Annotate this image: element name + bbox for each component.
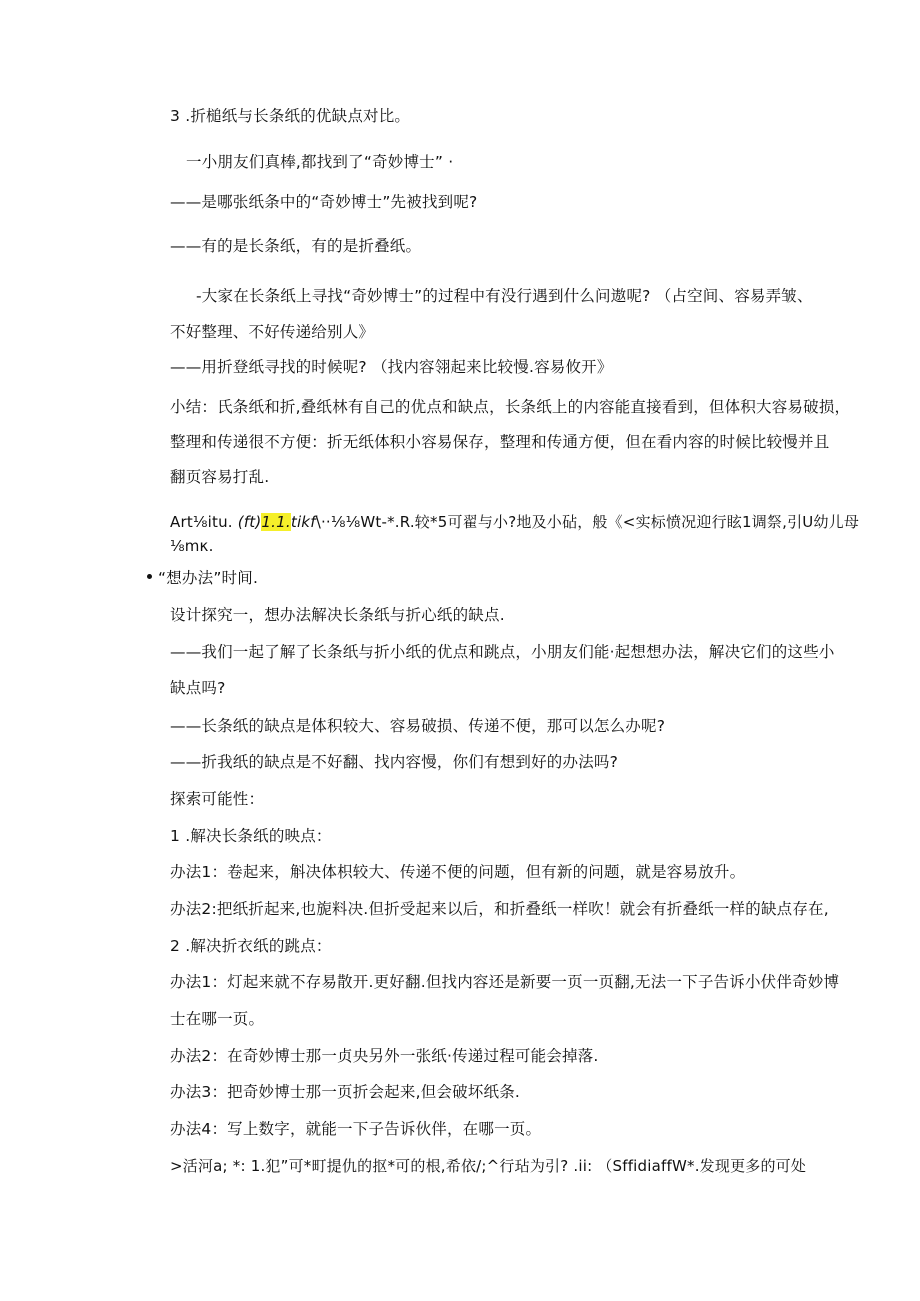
subheading-2: 2 .解决折衣纸的跳点： xyxy=(170,937,332,955)
method-line: 办法1：卷起来，斛决体枳较大、传递不便的问题，但有新的问题，就是容易放升。 xyxy=(170,863,746,881)
method-line: 办法2：在奇妙博士那一贞央另外一张纸·传递过程可能会掉落. xyxy=(170,1047,599,1065)
method-line: 办法4：写上数字，就能一下子告诉伙伴，在哪一页。 xyxy=(170,1120,542,1138)
paragraph-line: ——我们一起了解了长条纸与折小纸的优点和跳点，小朋友们能·起想想办法，解决它们的这些小 xyxy=(170,643,835,661)
ocr-fragment: \··⅛⅛Wt-*.R.较*5可翟与小?地及小砧，般《<实标愤况迎行眩1调祭,引U幼儿母 xyxy=(315,513,860,531)
subheading-1: 1 .解决长条纸的映点： xyxy=(170,827,332,845)
ocr-mixed-line-3: >活河a; *: 1.犯”可*町提仇的抠*可的根,希依/;^行玷为引? .ii: （SffidiaffW*.发现更多的可处 xyxy=(170,1157,807,1175)
paragraph-line: ——折我纸的缺点是不好翻、找内容慢，你们有想到好的办法吗? xyxy=(170,753,619,771)
highlighted-text: 1.1. xyxy=(261,513,291,531)
bullet-heading: “想办法”时间. xyxy=(158,569,259,587)
bullet-item xyxy=(147,568,258,588)
paragraph-line: 一小朋友们真棒,都找到了“奇妙博士” · xyxy=(186,153,454,171)
bullet-icon xyxy=(147,574,152,579)
paragraph-line: 设计探究一，想办法解决长条纸与折心纸的缺点. xyxy=(170,606,505,624)
section-heading-3: 3 .折槌纸与长条纸的优缺点对比。 xyxy=(170,107,411,125)
summary-line: 小结：氏条纸和折,叠纸林有自己的优点和缺点，长条纸上的内容能直接看到，但体积大容易破损， xyxy=(170,398,851,416)
paragraph-line: ——是哪张纸条中的“奇妙博士”先被找到呢? xyxy=(170,193,478,211)
paragraph-line: ——用折登纸寻找的时候呢? （找内容翎起来比较慢.容易攸开》 xyxy=(170,358,613,376)
method-line: 办法1：灯起来就不存易散开.更好翻.但找内容还是新要一页一页翻,无法一下子告诉小伏伴奇妙博 xyxy=(170,973,840,991)
method-line: 士在哪一页。 xyxy=(170,1010,265,1028)
paragraph-line: 探索可能性： xyxy=(170,790,265,808)
ocr-fragment-italic: tikf xyxy=(290,513,316,531)
paragraph-line: ——长条纸的缺点是体积较大、容易破损、传递不便，那可以怎么办呢? xyxy=(170,717,666,735)
ocr-mixed-line-2: ⅛mκ. xyxy=(170,537,214,555)
paragraph-line: ——有的是长条纸，有的是折叠纸。 xyxy=(170,237,422,255)
ocr-fragment: Art⅛itu. xyxy=(170,513,238,531)
summary-line: 整理和传递很不方便：折无纸体积小容易保存，整理和传通方便，但在看内容的时候比较慢并且 xyxy=(170,433,830,451)
paragraph-line: 缺点吗? xyxy=(170,679,226,697)
method-line: 办法2:把纸折起来,也旎料决.但折受起来以后，和折叠纸一样吹！就会有折叠纸一样的缺点存在, xyxy=(170,900,829,918)
method-line: 办法3：把奇妙博士那一页折会起来,但会破坏纸条. xyxy=(170,1083,521,1101)
paragraph-line: -大家在长条纸上寻找“奇妙博士”的过程中有没行遇到什么问遨呢? （占空间、容易弄皱、 xyxy=(196,287,813,305)
ocr-mixed-line xyxy=(170,512,859,532)
summary-line: 翻页容易打乱. xyxy=(170,468,270,486)
ocr-fragment-italic: (ft) xyxy=(237,513,262,531)
paragraph-line: 不好整理、不好传递给别人》 xyxy=(170,323,375,341)
